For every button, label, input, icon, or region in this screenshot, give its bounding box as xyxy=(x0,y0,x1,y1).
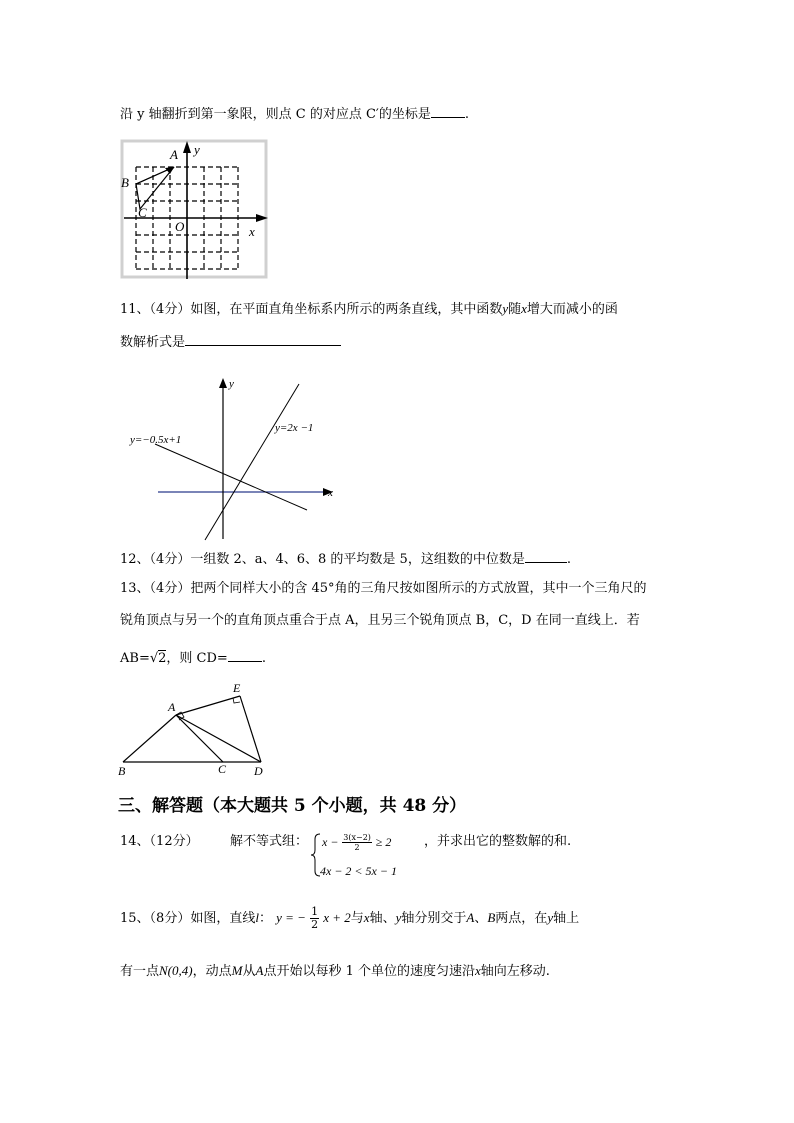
q15-frac: $\frac{1}{2}$ xyxy=(311,905,319,931)
q10-label-b: B xyxy=(121,175,129,190)
q10-label-o: O xyxy=(175,219,185,234)
q14-ineq1: x − $\frac{3(x-2)}{2}$ ≥ 2 xyxy=(322,833,392,852)
q10-label-a: A xyxy=(170,147,178,162)
q11-line-neg xyxy=(155,444,307,510)
q13-figure xyxy=(115,678,275,778)
q13-label-b: B xyxy=(118,764,126,778)
q11-line-pos xyxy=(205,384,299,540)
q13-line3: AB=√2，则 CD= . xyxy=(120,651,266,666)
q10-text xyxy=(120,105,469,124)
q13-right-angle-e xyxy=(233,698,240,703)
q11-label-x: x xyxy=(328,487,333,499)
q13-line1: 13、（4分）把两个同样大小的含 45°角的三角尺按如图所示的方式放置，其中一个三角尺的 xyxy=(120,581,647,596)
q13-blank xyxy=(228,649,262,662)
q15-line1: 15、（8分）如图，直线l： y = − $\frac{1}{2}$ x + 2与x轴、y轴分别交于A、B两点，在y轴上 xyxy=(120,905,580,931)
q10-blank xyxy=(431,105,465,118)
q11-line1: 11、（4分）如图，在平面直角坐标系内所示的两条直线，其中函数y随x增大而减小的函 xyxy=(120,301,618,317)
section3-title: 三、解答题（本大题共 5 个小题，共 48 分） xyxy=(118,796,467,816)
q13-side-ab xyxy=(123,715,176,762)
q14-frac: $\frac{3(x-2)}{2}$ xyxy=(343,833,371,852)
q13-line2: 锐角顶点与另一个的直角顶点重合于点 A，且另三个锐角顶点 B，C，D 在同一直线上．若 xyxy=(120,613,640,628)
q13-label-c: C xyxy=(218,762,227,776)
sqrt-sign: √ xyxy=(149,651,159,666)
q13-side-ac xyxy=(176,715,223,762)
q13-side-ae xyxy=(176,696,240,715)
q11-blank xyxy=(185,333,341,346)
q14-ineq2: 4x − 2 < 5x − 1 xyxy=(320,864,397,878)
q11-label-line2: y=2x −1 xyxy=(275,422,314,434)
q11-label-line1: y=−0.5x+1 xyxy=(130,434,182,446)
q10-label-y: y xyxy=(194,142,200,157)
q14-label: 14、（12分） xyxy=(120,834,199,849)
q10-tail: 沿 y 轴翻折到第一象限，则点 C 的对应点 C′的坐标是 xyxy=(120,107,431,122)
q10-figure xyxy=(118,137,273,282)
q10-label-c: C xyxy=(138,205,147,220)
q15-line2: 有一点N(0,4)，动点M从A点开始以每秒 1 个单位的速度匀速沿x轴向左移动. xyxy=(120,963,550,979)
q12-blank xyxy=(525,550,567,563)
q13-label-e: E xyxy=(233,681,241,695)
q10-end: . xyxy=(464,107,469,122)
q14-tail: ，并求出它的整数解的和. xyxy=(424,834,572,849)
q13-label-d: D xyxy=(254,764,263,778)
q11-figure xyxy=(125,372,340,542)
q11-y-arrow xyxy=(219,378,227,388)
q11-label-y: y xyxy=(229,378,234,390)
q13-label-a: A xyxy=(168,700,176,714)
q11-line2: 数解析式是 xyxy=(120,333,341,352)
q14-lead: 解不等式组： xyxy=(230,834,309,849)
q10-label-x: x xyxy=(249,224,255,239)
q12-text: 12、（4分）一组数 2、a、4、6、8 的平均数是 5，这组数的中位数是 . xyxy=(120,552,571,567)
